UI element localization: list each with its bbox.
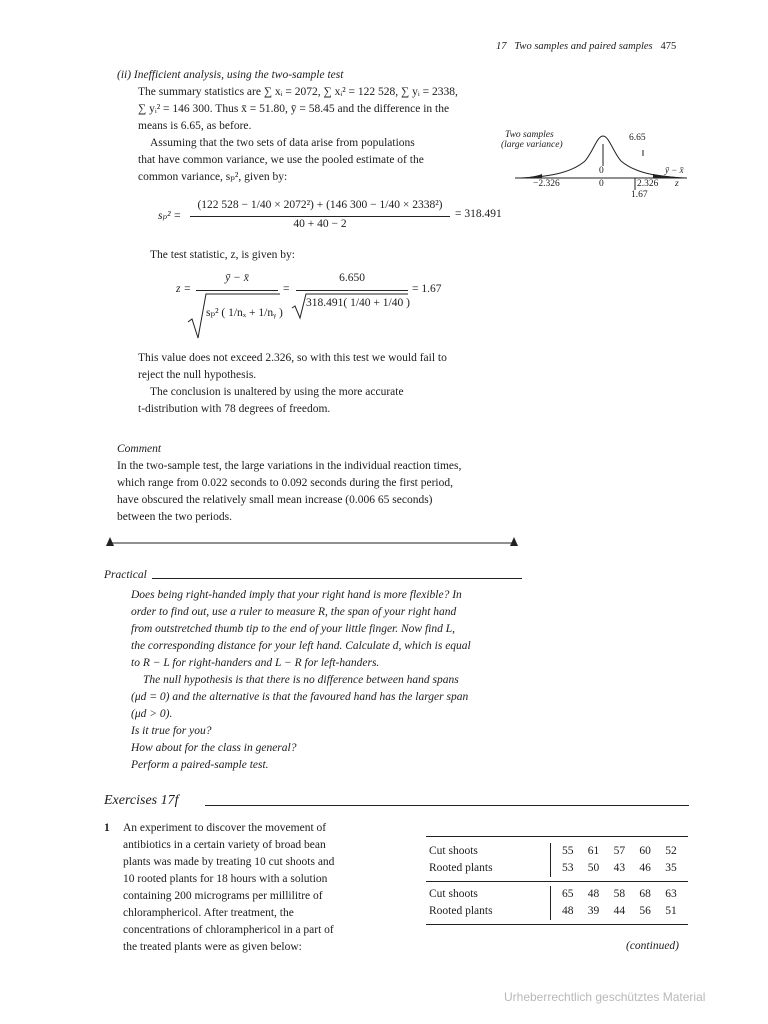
assume-line-3: common variance, sₚ², given by:: [138, 171, 288, 183]
section-end-rule: [104, 534, 520, 548]
practical-heading: Practical: [104, 569, 147, 581]
running-header: [496, 38, 676, 55]
watermark-text: Urheberrechtlich geschütztes Material: [504, 990, 706, 1004]
figure-zval: 1.67: [631, 190, 648, 200]
question-line-2: antibiotics in a certain variety of broad bean: [123, 839, 326, 851]
practical-line-3: from outstretched thumb tip to the end of your little finger. Now find L,: [131, 623, 456, 635]
practical-line-4: the corresponding distance for your left hand. Calculate d, which is equal: [131, 640, 471, 652]
cell: 43: [613, 862, 626, 874]
summary-line-3: means is 6.65, as before.: [138, 120, 252, 132]
conclusion-line-4: t-distribution with 78 degrees of freedom.: [138, 403, 331, 415]
cell: 48: [587, 888, 600, 900]
conclusion-line-1: This value does not exceed 2.326, so with this test we would fail to: [138, 352, 447, 364]
z-den2: 318.491( 1/40 + 1/40 ): [306, 297, 410, 309]
figure-zero-bottom: 0: [599, 179, 604, 189]
cell: 65: [562, 888, 574, 900]
practical-line-10: How about for the class in general?: [131, 742, 297, 754]
question-line-4: 10 rooted plants for 18 hours with a solution: [123, 873, 328, 885]
row-label: Rooted plants: [429, 905, 493, 917]
z-lhs: z =: [176, 283, 192, 295]
cell: 51: [665, 905, 677, 917]
conclusion-line-2: reject the null hypothesis.: [138, 369, 257, 381]
z-bar1: [196, 290, 278, 291]
z-num1: ȳ − x̄: [225, 272, 249, 284]
table-mid-rule: [426, 881, 688, 882]
question-line-5: containing 200 micrograms per millilitre of: [123, 890, 323, 902]
practical-line-2: order to find out, use a ruler to measure R, the span of your right hand: [131, 606, 457, 618]
z-bar2: [296, 290, 408, 291]
assume-line-2: that have common variance, we use the pooled estimate of the: [138, 154, 424, 166]
practical-line-11: Perform a paired-sample test.: [131, 759, 269, 771]
figure-zero-top: 0: [599, 166, 604, 176]
data-table: [426, 836, 688, 925]
row-label: Rooted plants: [429, 862, 493, 874]
table-bottom-rule: [426, 924, 688, 925]
table-row: [426, 886, 688, 903]
practical-line-9: Is it true for you?: [131, 725, 212, 737]
figure-pos: 2.326: [637, 179, 659, 189]
cell: 60: [639, 845, 651, 857]
cell: 63: [665, 888, 677, 900]
question-line-8: the treated plants were as given below:: [123, 941, 302, 953]
cell: 61: [587, 845, 600, 857]
table-row: [426, 843, 688, 860]
z-den1: sₚ² ( 1/nₓ + 1/nᵧ ): [206, 307, 283, 319]
question-number: 1: [104, 822, 110, 834]
pooled-lhs: sₚ² =: [158, 210, 182, 222]
cell: 57: [613, 845, 626, 857]
test-stat-intro: The test statistic, z, is given by:: [150, 249, 296, 261]
pooled-numerator: (122 528 − 1/40 × 2072²) + (146 300 − 1/40 × 2338²): [197, 199, 443, 211]
section-end-rule-svg: [104, 534, 520, 548]
z-num2: 6.650: [339, 272, 365, 284]
question-line-7: concentrations of chloramphericol in a part of: [123, 924, 334, 936]
question-line-3: plants was made by treating 10 cut shoots and: [123, 856, 335, 868]
normal-curve-figure: [501, 126, 690, 206]
section-heading: (ii) Inefficient analysis, using the two-sample test: [117, 69, 344, 81]
conclusion-line-3: The conclusion is unaltered by using the more accurate: [150, 386, 404, 398]
figure-label-2: (large variance): [501, 140, 563, 150]
figure-value-top: 6.65: [629, 133, 646, 143]
comment-line-2: which range from 0.022 seconds to 0.092 seconds during the first period,: [117, 477, 453, 489]
exercises-rule: [205, 805, 689, 806]
row-label: Cut shoots: [429, 845, 478, 857]
question-line-6: chloramphericol. After treatment, the: [123, 907, 294, 919]
practical-line-5: to R − L for right-handers and L − R for left-handers.: [131, 657, 380, 669]
table-row: [426, 903, 688, 920]
cell: 46: [639, 862, 651, 874]
pooled-fraction-bar: [190, 216, 450, 217]
question-line-1: An experiment to discover the movement of: [123, 822, 327, 834]
figure-zvar: z: [675, 179, 679, 189]
table-row: [426, 860, 688, 877]
summary-line-1: The summary statistics are ∑ xᵢ = 2072, ∑ xᵢ² = 122 528, ∑ yᵢ = 2338,: [138, 86, 458, 98]
comment-line-3: have obscured the relatively small mean increase (0.006 65 seconds): [117, 494, 433, 506]
cell: 68: [639, 888, 651, 900]
page-number: 475: [660, 41, 677, 52]
cell: 44: [613, 905, 626, 917]
pooled-denominator: 40 + 40 − 2: [293, 218, 347, 230]
practical-line-8: (μd > 0).: [131, 708, 173, 720]
exercises-heading: Exercises 17f: [104, 793, 179, 808]
z-result: = 1.67: [412, 283, 442, 295]
practical-rule: [152, 578, 522, 579]
summary-line-2: ∑ yᵢ² = 146 300. Thus x̄ = 51.80, ȳ = 58.45 and the difference in the: [138, 103, 450, 115]
figure-label-1: Two samples: [505, 130, 554, 140]
practical-line-7: (μd = 0) and the alternative is that the favoured hand has the larger span: [131, 691, 469, 703]
row-label: Cut shoots: [429, 888, 478, 900]
z-eq: =: [283, 283, 290, 295]
comment-line-1: In the two-sample test, the large variations in the individual reaction times,: [117, 460, 462, 472]
figure-axis-var: ȳ − x̄: [665, 165, 684, 175]
assume-line-1: Assuming that the two sets of data arise from populations: [150, 137, 415, 149]
cell: 39: [587, 905, 600, 917]
cell: 48: [562, 905, 574, 917]
table-top-rule: [426, 836, 688, 837]
cell: 35: [665, 862, 677, 874]
cell: 58: [613, 888, 626, 900]
practical-line-1: Does being right-handed imply that your right hand is more flexible? In: [131, 589, 462, 601]
chapter-number: 17: [496, 41, 507, 52]
cell: 50: [587, 862, 600, 874]
pooled-result: = 318.491: [455, 208, 502, 220]
table-block-1: [426, 843, 688, 877]
cell: 55: [562, 845, 574, 857]
comment-heading: Comment: [117, 443, 162, 455]
figure-neg: −2.326: [533, 179, 560, 189]
table-block-2: [426, 886, 688, 920]
comment-line-4: between the two periods.: [117, 511, 232, 523]
cell: 56: [639, 905, 651, 917]
cell: 52: [665, 845, 677, 857]
cell: 53: [562, 862, 574, 874]
continued-label: (continued): [626, 940, 680, 952]
chapter-title: Two samples and paired samples: [514, 41, 653, 52]
practical-line-6: The null hypothesis is that there is no difference between hand spans: [143, 674, 459, 686]
